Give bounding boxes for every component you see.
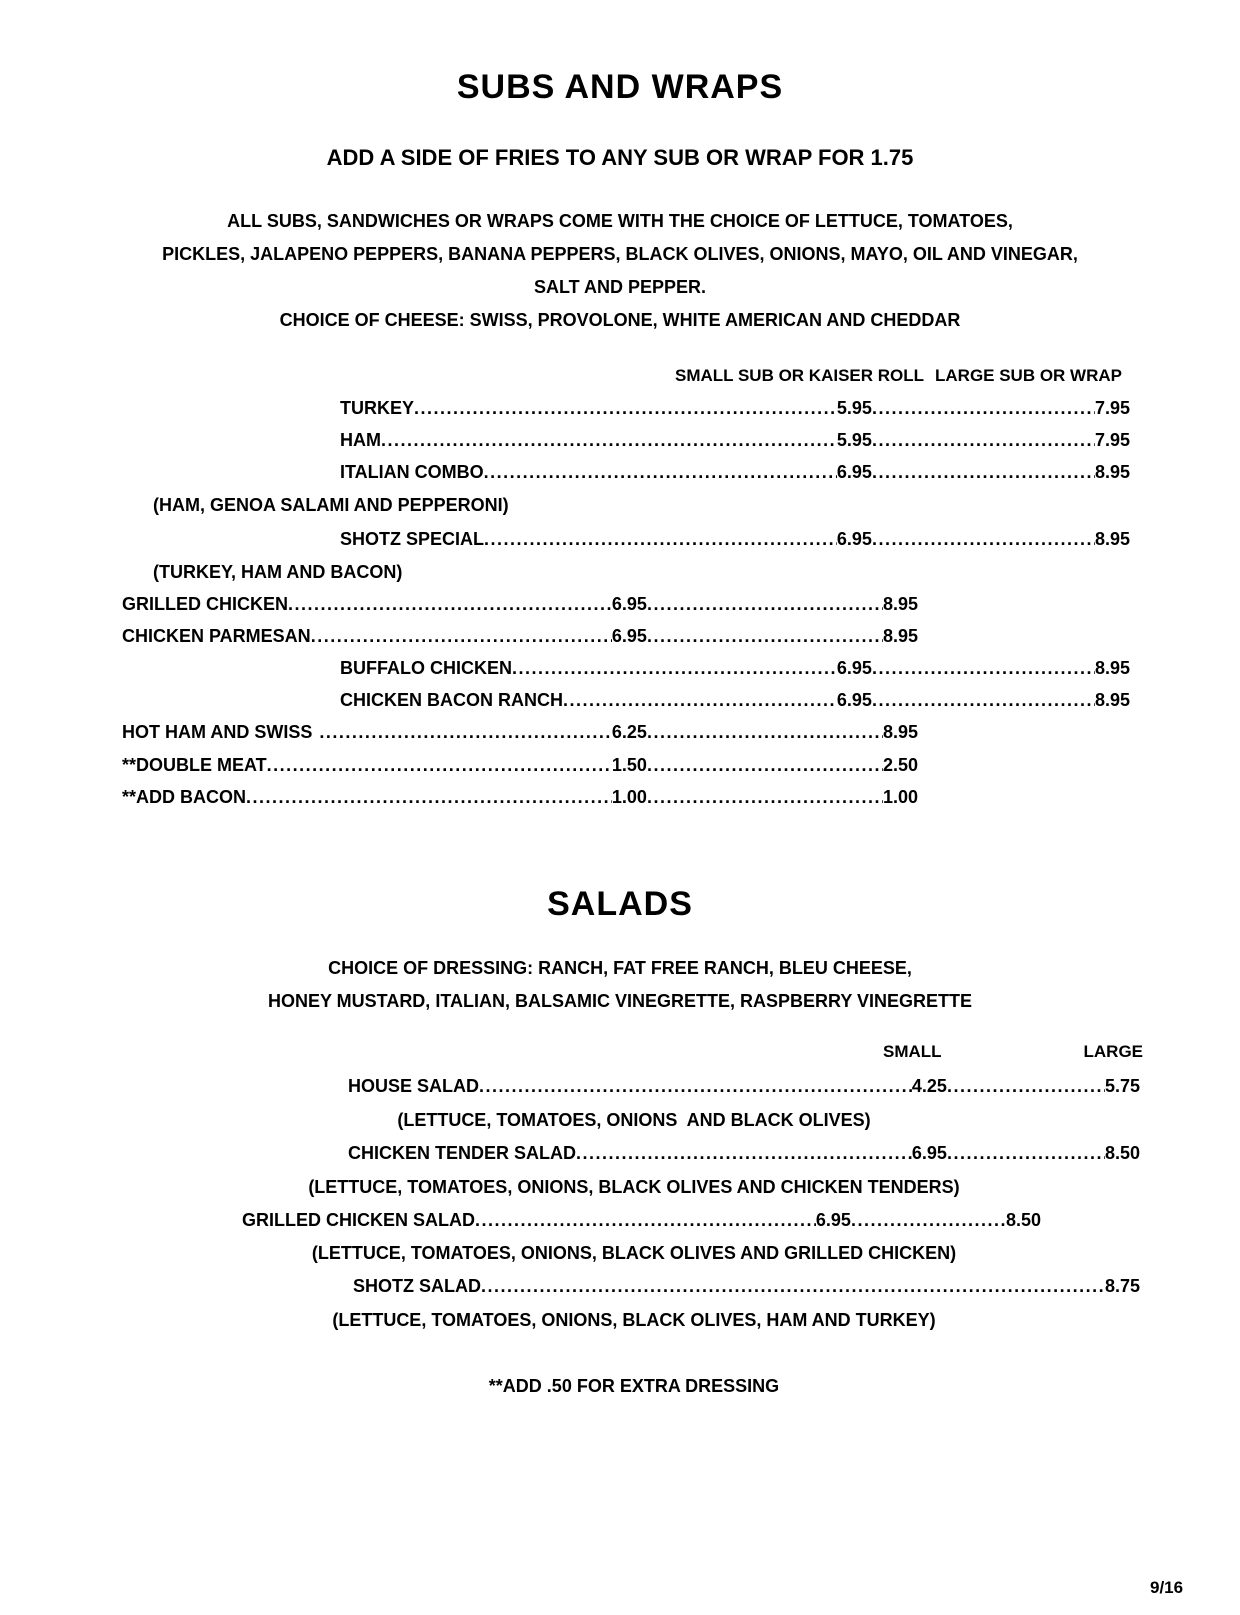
menu-item-grilled-chicken — [122, 594, 918, 615]
item-price-large: 8.95 — [1094, 690, 1130, 710]
item-price-large: 8.95 — [1094, 462, 1130, 482]
dot-leader — [851, 1210, 1006, 1231]
dot-leader — [647, 722, 883, 743]
dot-leader — [246, 787, 612, 808]
dot-leader — [872, 398, 1095, 419]
item-price-large: 8.95 — [1094, 658, 1130, 678]
dot-leader — [947, 1143, 1105, 1164]
item-name: CHICKEN PARMESAN — [122, 626, 311, 646]
item-name: HOUSE SALAD — [348, 1076, 480, 1096]
item-name: CHICKEN TENDER SALAD — [348, 1143, 577, 1163]
item-price-small: 4.25 — [911, 1076, 947, 1096]
item-price-large: 7.95 — [1094, 398, 1130, 418]
dot-leader — [947, 1076, 1105, 1097]
menu-item-chicken-tender-salad — [348, 1143, 1140, 1164]
column-header-large: LARGE — [1083, 1042, 1143, 1061]
item-price-large: 8.95 — [882, 594, 918, 614]
dot-leader — [319, 722, 612, 743]
menu-item-hot-ham-and-swiss — [122, 722, 918, 743]
item-note-shotz-special: (TURKEY, HAM AND BACON) — [153, 562, 403, 582]
dot-leader — [512, 658, 837, 679]
item-note-italian-combo: (HAM, GENOA SALAMI AND PEPPERONI) — [153, 495, 509, 515]
subs-intro-line-3: SALT AND PEPPER. — [533, 277, 707, 297]
dot-leader — [484, 462, 837, 483]
item-name: **DOUBLE MEAT — [122, 755, 267, 775]
salads-intro-line-1: CHOICE OF DRESSING: RANCH, FAT FREE RANCH, BLEU CHEESE, — [328, 958, 912, 978]
item-note-grilled-chicken-salad: (LETTUCE, TOMATOES, ONIONS, BLACK OLIVES AND GRILLED CHICKEN) — [311, 1243, 957, 1263]
salads-section-title: SALADS — [547, 885, 693, 923]
dot-leader — [872, 529, 1095, 550]
dot-leader — [288, 594, 612, 615]
column-header-small: SMALL — [883, 1042, 942, 1061]
item-price-large: 8.50 — [1104, 1143, 1140, 1163]
menu-item-shotz-special — [340, 529, 1130, 550]
item-price-large: 2.50 — [882, 755, 918, 775]
item-price-large: 8.75 — [1104, 1276, 1140, 1296]
salads-intro-line-2: HONEY MUSTARD, ITALIAN, BALSAMIC VINEGRETTE, RASPBERRY VINEGRETTE — [267, 991, 973, 1011]
item-name: **ADD BACON — [122, 787, 247, 807]
dot-leader — [311, 626, 612, 647]
dot-leader — [872, 430, 1095, 451]
subs-intro-line-1: ALL SUBS, SANDWICHES OR WRAPS COME WITH THE CHOICE OF LETTUCE, TOMATOES, — [227, 211, 1013, 231]
item-price-large: 5.75 — [1104, 1076, 1140, 1096]
dot-leader — [563, 690, 837, 711]
column-header-large: LARGE SUB OR WRAP — [935, 366, 1122, 385]
item-price-large: 8.50 — [1005, 1210, 1041, 1230]
column-header-small: SMALL SUB OR KAISER ROLL — [675, 366, 925, 385]
dot-leader — [647, 755, 883, 776]
item-name: BUFFALO CHICKEN — [340, 658, 512, 678]
item-name: TURKEY — [340, 398, 415, 418]
salads-column-headers — [883, 1042, 1143, 1062]
dot-leader — [576, 1143, 912, 1164]
item-price-small: 5.95 — [836, 430, 872, 450]
dot-leader — [872, 690, 1095, 711]
item-price-small: 6.95 — [836, 529, 872, 549]
menu-item-chicken-bacon-ranch — [340, 690, 1130, 711]
subs-intro-line-4: CHOICE OF CHEESE: SWISS, PROVOLONE, WHITE AMERICAN AND CHEDDAR — [279, 310, 961, 330]
dot-leader — [267, 755, 612, 776]
item-price-small: 1.00 — [611, 787, 647, 807]
item-price-small: 6.95 — [815, 1210, 851, 1230]
dot-leader — [381, 430, 837, 451]
item-price-small: 1.50 — [611, 755, 647, 775]
item-name: SHOTZ SPECIAL — [340, 529, 485, 549]
item-price-large: 8.95 — [1094, 529, 1130, 549]
menu-item-add-bacon — [122, 787, 918, 808]
item-name: ITALIAN COMBO — [340, 462, 484, 482]
item-name: CHICKEN BACON RANCH — [340, 690, 563, 710]
menu-item-italian-combo — [340, 462, 1130, 483]
item-price-small: 6.95 — [611, 594, 647, 614]
dot-leader — [872, 462, 1095, 483]
dot-leader — [872, 658, 1095, 679]
menu-item-shotz-salad — [353, 1276, 1140, 1297]
dot-leader — [647, 787, 883, 808]
item-name: SHOTZ SALAD — [353, 1276, 481, 1296]
dot-leader — [475, 1210, 816, 1231]
item-price-large: 8.95 — [882, 626, 918, 646]
salads-footnote: **ADD .50 FOR EXTRA DRESSING — [488, 1376, 780, 1396]
page-number: 9/16 — [1150, 1578, 1184, 1597]
item-price-small: 6.95 — [611, 626, 647, 646]
subs-column-headers — [675, 366, 1122, 386]
item-price-small: 6.95 — [911, 1143, 947, 1163]
item-name: GRILLED CHICKEN SALAD — [242, 1210, 475, 1230]
menu-item-ham — [340, 430, 1130, 451]
item-name: HOT HAM AND SWISS — [122, 722, 313, 742]
menu-item-double-meat — [122, 755, 918, 776]
subs-section-title: SUBS AND WRAPS — [456, 68, 784, 106]
item-price-large: 8.95 — [882, 722, 918, 742]
item-name: GRILLED CHICKEN — [122, 594, 288, 614]
item-note-shotz-salad: (LETTUCE, TOMATOES, ONIONS, BLACK OLIVES, HAM AND TURKEY) — [332, 1310, 936, 1330]
item-price-large: 1.00 — [882, 787, 918, 807]
menu-item-chicken-parmesan — [122, 626, 918, 647]
subs-subtitle: ADD A SIDE OF FRIES TO ANY SUB OR WRAP FOR 1.75 — [326, 145, 914, 170]
menu-item-buffalo-chicken — [340, 658, 1130, 679]
dot-leader — [647, 594, 883, 615]
menu-item-turkey — [340, 398, 1130, 419]
subs-intro-line-2: PICKLES, JALAPENO PEPPERS, BANANA PEPPERS, BLACK OLIVES, ONIONS, MAYO, OIL AND VINEGAR, — [162, 244, 1078, 264]
dot-leader — [484, 529, 837, 550]
dot-leader — [647, 626, 883, 647]
item-price-small: 5.95 — [836, 398, 872, 418]
item-price-small: 6.25 — [611, 722, 647, 742]
menu-item-house-salad — [348, 1076, 1140, 1097]
item-name: HAM — [340, 430, 381, 450]
item-price-small: 6.95 — [836, 658, 872, 678]
dot-leader — [481, 1276, 1105, 1297]
item-note-house-salad: (LETTUCE, TOMATOES, ONIONS AND BLACK OLIVES) — [397, 1110, 871, 1130]
dot-leader — [479, 1076, 912, 1097]
item-price-small: 6.95 — [836, 462, 872, 482]
item-note-chicken-tender-salad: (LETTUCE, TOMATOES, ONIONS, BLACK OLIVES AND CHICKEN TENDERS) — [308, 1177, 960, 1197]
dot-leader — [414, 398, 837, 419]
item-price-large: 7.95 — [1094, 430, 1130, 450]
item-price-small: 6.95 — [836, 690, 872, 710]
menu-item-grilled-chicken-salad — [242, 1210, 1041, 1231]
